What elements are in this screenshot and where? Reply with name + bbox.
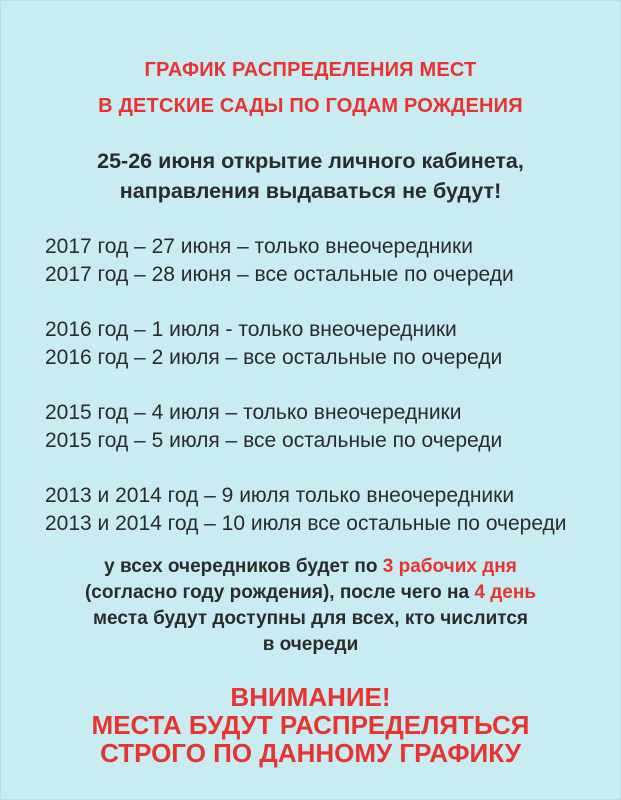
schedule-group-2015 [45, 399, 615, 455]
schedule-line: 2013 и 2014 год – 9 июля только внеочередники [45, 484, 515, 507]
notice-block [1, 146, 620, 206]
info-text: у всех очередников будет по [104, 556, 383, 577]
schedule-line: 2017 год – 27 июня – только внеочередники [45, 235, 473, 258]
schedule-group-2017 [45, 233, 615, 289]
schedule-line: 2015 год – 5 июля – все остальные по очереди [45, 429, 503, 452]
schedule-list [45, 233, 615, 565]
info-line-2 [1, 580, 620, 606]
attention-heading: ВНИМАНИЕ! [230, 682, 391, 712]
info-line-1 [1, 554, 620, 580]
info-block [1, 554, 620, 658]
attention-line-3: СТРОГО ПО ДАННОМУ ГРАФИКУ [100, 738, 521, 768]
schedule-line: 2016 год – 2 июля – все остальные по очереди [45, 346, 503, 369]
notice-line-2: направления выдаваться не будут! [119, 179, 502, 203]
highlight-working-days: 3 рабочих дня [382, 556, 517, 577]
schedule-group-2016 [45, 316, 615, 372]
info-line-3: места будут доступны для всех, кто числится [92, 608, 529, 629]
highlight-fourth-day: 4 день [474, 582, 537, 603]
notice-line-1: 25-26 июня открытие личного кабинета, [97, 149, 524, 173]
attention-line-2: МЕСТА БУДУТ РАСПРЕДЕЛЯТЬСЯ [91, 710, 530, 740]
info-text: (согласно году рождения), после чего на [84, 582, 475, 603]
schedule-line: 2015 год – 4 июля – только внеочередники [45, 401, 462, 424]
attention-block [1, 683, 620, 767]
title-line-2: В ДЕТСКИЕ САДЫ ПО ГОДАМ РОЖДЕНИЯ [98, 95, 523, 117]
schedule-line: 2017 год – 28 июня – все остальные по очереди [45, 263, 514, 286]
schedule-line: 2016 год – 1 июля - только внеочередники [45, 318, 457, 341]
schedule-line: 2013 и 2014 год – 10 июля все остальные по очереди [45, 512, 567, 535]
schedule-group-2013-2014 [45, 482, 615, 538]
info-line-4: в очереди [262, 634, 359, 655]
title-line-1: ГРАФИК РАСПРЕДЕЛЕНИЯ МЕСТ [144, 59, 477, 81]
